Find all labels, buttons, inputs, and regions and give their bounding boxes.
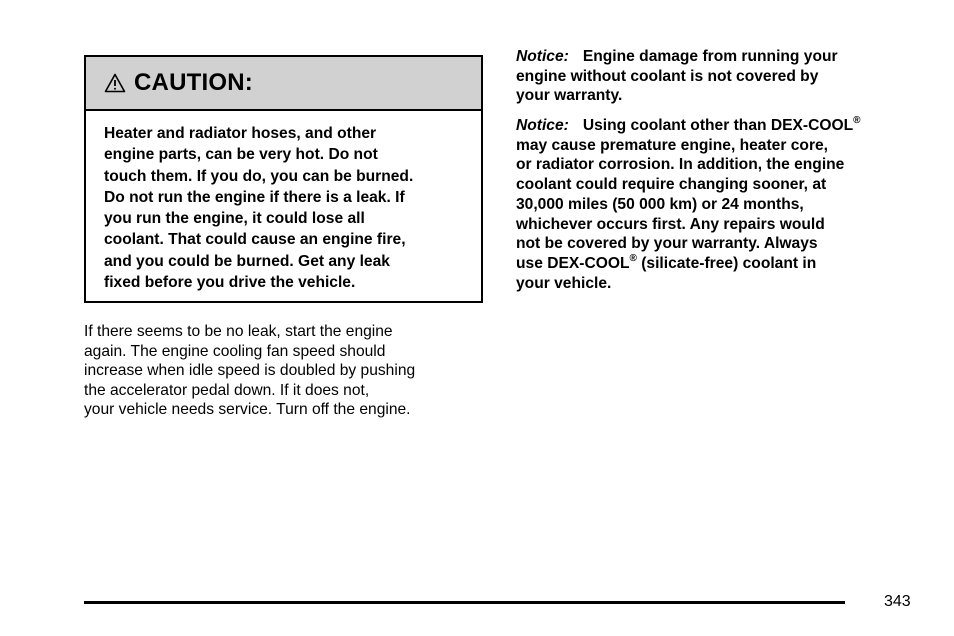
paragraph-line: increase when idle speed is doubled by pushing xyxy=(84,362,416,380)
notice-label: Notice: xyxy=(516,117,569,134)
notice-line: or radiator corrosion. In addition, the engine xyxy=(516,156,845,174)
notice-text: Using coolant other than DEX-COOL xyxy=(582,117,854,134)
notice-text: Engine damage from running your xyxy=(582,48,838,65)
notice-line: coolant could require changing sooner, at xyxy=(516,176,827,194)
notice-line: may cause premature engine, heater core, xyxy=(516,136,829,154)
notice-line: your warranty. xyxy=(516,87,623,105)
caution-line: Heater and radiator hoses, and other xyxy=(104,125,377,142)
caution-title: CAUTION: xyxy=(134,69,253,96)
notice-dex-line xyxy=(516,254,861,274)
notice-line: 30,000 miles (50 000 km) or 24 months, xyxy=(516,195,804,213)
caution-line: fixed before you drive the vehicle. xyxy=(104,274,356,292)
caution-line: engine parts, can be very hot. Do not xyxy=(104,146,378,164)
notice-first-line xyxy=(516,116,861,136)
notice-first-line xyxy=(516,47,838,67)
caution-line: Do not run the engine if there is a leak. If xyxy=(104,188,405,206)
notice-coolant xyxy=(516,116,861,293)
notice-line: your vehicle. xyxy=(516,274,612,292)
warning-triangle-icon xyxy=(104,73,126,93)
notice-line: whichever occurs first. Any repairs would xyxy=(516,215,825,233)
paragraph-line: the accelerator pedal down. If it does not, xyxy=(84,381,370,399)
caution-line: you run the engine, it could lose all xyxy=(104,210,365,228)
page-number: 343 xyxy=(884,593,911,610)
caution-header xyxy=(86,57,481,111)
caution-line: and you could be burned. Get any leak xyxy=(104,252,390,270)
registered-mark: ® xyxy=(629,252,637,264)
notice-line: engine without coolant is not covered by xyxy=(516,67,819,85)
notice-line: not be covered by your warranty. Always xyxy=(516,235,818,253)
footer-rule xyxy=(84,601,845,604)
notice-label: Notice: xyxy=(516,48,569,65)
paragraph-line: If there seems to be no leak, start the engine xyxy=(84,323,393,340)
body-paragraph xyxy=(84,322,415,420)
caution-text xyxy=(86,111,481,293)
caution-line: coolant. That could cause an engine fire, xyxy=(104,231,406,249)
notice-text: (silicate-free) coolant in xyxy=(636,254,817,272)
caution-line: touch them. If you do, you can be burned. xyxy=(104,167,414,185)
paragraph-line: your vehicle needs service. Turn off the engine. xyxy=(84,401,411,419)
notice-text: use DEX-COOL xyxy=(516,254,630,272)
registered-mark: ® xyxy=(853,115,861,126)
notice-engine-damage xyxy=(516,47,838,106)
caution-box xyxy=(84,55,483,303)
paragraph-line: again. The engine cooling fan speed should xyxy=(84,342,386,360)
